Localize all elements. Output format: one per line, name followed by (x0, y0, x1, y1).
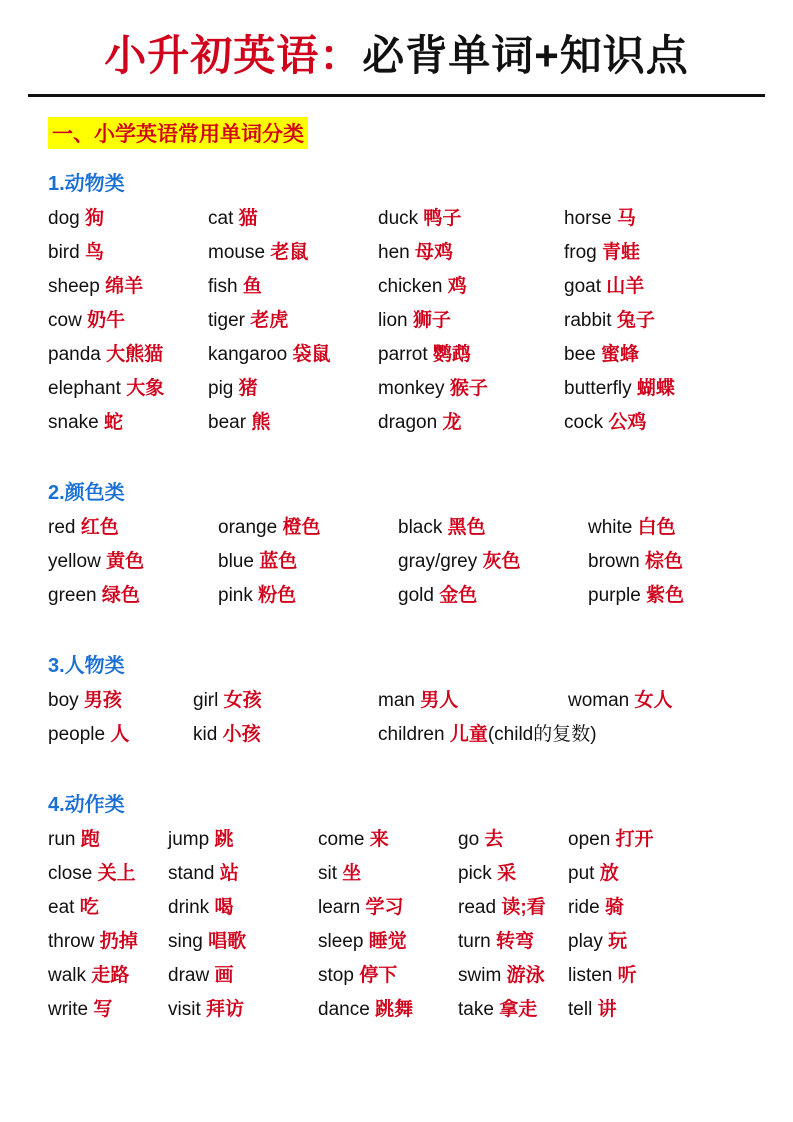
word-entry (48, 823, 168, 857)
word-chinese: 鹦鹉 (432, 344, 471, 366)
word-entry (318, 891, 458, 925)
word-chinese: 黑色 (447, 517, 486, 539)
word-entry (168, 959, 318, 993)
word-chinese: 采 (497, 863, 517, 885)
group-spacer (20, 762, 773, 776)
word-chinese: 紫色 (646, 585, 685, 607)
word-entry (458, 823, 568, 857)
word-chinese: 老虎 (250, 310, 289, 332)
word-groups (20, 167, 773, 1027)
word-chinese: 站 (219, 863, 239, 885)
word-english: walk (48, 965, 87, 987)
word-english: pig (208, 378, 234, 400)
word-chinese: 放 (599, 863, 619, 885)
word-chinese: 玩 (608, 931, 628, 953)
word-entry (398, 511, 588, 545)
word-chinese: 画 (214, 965, 234, 987)
word-chinese: 大熊猫 (106, 344, 164, 366)
word-english: hen (378, 242, 410, 264)
word-english: cow (48, 310, 82, 332)
word-entry (218, 579, 398, 613)
word-chinese: 公鸡 (608, 412, 647, 434)
word-entry (48, 993, 168, 1027)
word-english: put (568, 863, 595, 885)
word-entry (588, 545, 748, 579)
word-entry (48, 925, 168, 959)
word-english: sit (318, 863, 337, 885)
word-english: play (568, 931, 603, 953)
word-english: gray/grey (398, 551, 478, 573)
word-entry (318, 993, 458, 1027)
word-english: horse (564, 208, 612, 230)
word-entry (48, 372, 208, 406)
word-entry (48, 304, 208, 338)
word-row (48, 823, 773, 857)
word-entry (568, 718, 728, 752)
word-entry (48, 236, 208, 270)
word-group-animals (20, 202, 773, 440)
word-row (48, 579, 773, 613)
word-english: go (458, 829, 480, 851)
word-english: stop (318, 965, 354, 987)
word-english: sing (168, 931, 203, 953)
word-chinese: 关上 (97, 863, 136, 885)
word-entry (48, 406, 208, 440)
word-english: pick (458, 863, 492, 885)
group-subheading-actions: 4.动作类 (48, 794, 125, 817)
word-entry (564, 270, 724, 304)
word-chinese: 狮子 (412, 310, 451, 332)
word-chinese: 读;看 (501, 897, 546, 919)
word-english: monkey (378, 378, 445, 400)
word-chinese: 走路 (91, 965, 130, 987)
word-english: read (458, 897, 497, 919)
word-chinese: 跳舞 (375, 999, 414, 1021)
word-entry (378, 202, 564, 236)
word-english: jump (168, 829, 210, 851)
word-chinese: 兔子 (616, 310, 655, 332)
word-chinese: 白色 (637, 517, 676, 539)
word-chinese: 金色 (439, 585, 478, 607)
word-english: ride (568, 897, 600, 919)
word-entry (168, 857, 318, 891)
word-english: eat (48, 897, 75, 919)
word-english: cat (208, 208, 234, 230)
word-row (48, 925, 773, 959)
word-chinese: 袋鼠 (292, 344, 331, 366)
word-english: tiger (208, 310, 245, 332)
word-english: close (48, 863, 93, 885)
word-entry (168, 925, 318, 959)
word-entry (398, 545, 588, 579)
word-entry (588, 511, 748, 545)
word-entry (458, 891, 568, 925)
word-english: goat (564, 276, 601, 298)
word-row (48, 372, 773, 406)
word-english: throw (48, 931, 95, 953)
word-english: orange (218, 517, 278, 539)
word-entry (208, 406, 378, 440)
word-english: come (318, 829, 365, 851)
word-entry (208, 202, 378, 236)
word-english: brown (588, 551, 640, 573)
title-divider (28, 94, 765, 97)
word-english: kangaroo (208, 344, 288, 366)
word-english: white (588, 517, 633, 539)
word-chinese: 拿走 (499, 999, 538, 1021)
word-english: run (48, 829, 76, 851)
word-english: boy (48, 690, 79, 712)
word-english: dragon (378, 412, 438, 434)
word-group-colors (20, 511, 773, 613)
word-english: tell (568, 999, 593, 1021)
word-chinese: 山羊 (606, 276, 645, 298)
word-entry (193, 718, 378, 752)
word-chinese: 讲 (597, 999, 617, 1021)
word-english: butterfly (564, 378, 632, 400)
word-entry (564, 304, 724, 338)
word-chinese: 熊 (251, 412, 271, 434)
word-chinese: 女孩 (223, 690, 262, 712)
word-chinese: 绵羊 (105, 276, 144, 298)
word-chinese: 绿色 (101, 585, 140, 607)
word-entry (208, 270, 378, 304)
word-english: visit (168, 999, 201, 1021)
word-english: elephant (48, 378, 121, 400)
word-english: dog (48, 208, 80, 230)
word-row (48, 684, 773, 718)
word-entry (564, 406, 724, 440)
word-chinese: 男孩 (83, 690, 122, 712)
word-chinese: 蛇 (103, 412, 123, 434)
word-entry (218, 545, 398, 579)
word-chinese: 儿童 (449, 724, 488, 746)
word-chinese: 来 (369, 829, 389, 851)
word-chinese: 喝 (214, 897, 234, 919)
word-chinese: 跑 (80, 829, 100, 851)
word-english: children (378, 724, 445, 746)
word-english: chicken (378, 276, 443, 298)
word-entry (568, 925, 688, 959)
word-chinese: 游泳 (506, 965, 545, 987)
word-chinese: 唱歌 (208, 931, 247, 953)
word-chinese: 红色 (80, 517, 119, 539)
word-chinese: 大象 (126, 378, 165, 400)
word-entry (48, 684, 193, 718)
word-entry (378, 304, 564, 338)
word-english: kid (193, 724, 218, 746)
word-english: frog (564, 242, 597, 264)
word-chinese: 橙色 (282, 517, 321, 539)
word-entry (168, 993, 318, 1027)
word-chinese: 棕色 (645, 551, 684, 573)
word-row (48, 511, 773, 545)
word-chinese: 蓝色 (259, 551, 298, 573)
word-english: bee (564, 344, 596, 366)
group-subheading-colors: 2.颜色类 (48, 482, 125, 505)
page-title (20, 28, 773, 94)
word-entry (48, 579, 218, 613)
word-chinese: 鸭子 (423, 208, 462, 230)
word-english: cock (564, 412, 604, 434)
word-row (48, 891, 773, 925)
word-chinese: 老鼠 (270, 242, 309, 264)
word-entry (564, 202, 724, 236)
word-english: write (48, 999, 89, 1021)
word-row (48, 857, 773, 891)
word-entry (564, 338, 724, 372)
word-english: fish (208, 276, 238, 298)
word-chinese: 骑 (604, 897, 624, 919)
word-chinese: 女人 (634, 690, 673, 712)
word-chinese: 坐 (342, 863, 362, 885)
word-entry (48, 545, 218, 579)
word-entry (218, 511, 398, 545)
page-title-black: 必背单词+知识点 (362, 32, 689, 79)
word-english: yellow (48, 551, 101, 573)
word-entry (318, 823, 458, 857)
word-entry (588, 579, 748, 613)
word-entry (208, 236, 378, 270)
word-entry (168, 823, 318, 857)
word-entry (458, 925, 568, 959)
word-english: duck (378, 208, 419, 230)
word-entry (378, 684, 568, 718)
word-chinese: 灰色 (482, 551, 521, 573)
word-chinese: 母鸡 (414, 242, 453, 264)
word-chinese: 吃 (79, 897, 99, 919)
word-entry (208, 338, 378, 372)
word-chinese: 转弯 (496, 931, 535, 953)
word-chinese: 睡觉 (368, 931, 407, 953)
section-heading: 一、小学英语常用单词分类 (48, 117, 308, 149)
word-english: stand (168, 863, 215, 885)
word-english: sheep (48, 276, 100, 298)
word-english: draw (168, 965, 210, 987)
word-entry (318, 925, 458, 959)
word-english: parrot (378, 344, 428, 366)
word-row (48, 406, 773, 440)
word-row (48, 236, 773, 270)
word-entry (564, 372, 724, 406)
word-entry (378, 338, 564, 372)
word-chinese: 鱼 (242, 276, 262, 298)
word-chinese: 打开 (615, 829, 654, 851)
word-row (48, 959, 773, 993)
word-chinese: 蝴蝶 (636, 378, 675, 400)
word-english: girl (193, 690, 219, 712)
word-chinese: 奶牛 (87, 310, 126, 332)
word-chinese: 男人 (420, 690, 459, 712)
word-note: (child的复数) (487, 724, 597, 746)
word-entry (208, 372, 378, 406)
word-english: mouse (208, 242, 266, 264)
word-chinese: 青蛙 (602, 242, 641, 264)
word-english: sleep (318, 931, 364, 953)
group-spacer (20, 450, 773, 464)
word-entry (568, 857, 688, 891)
word-chinese: 粉色 (258, 585, 297, 607)
word-chinese: 小孩 (222, 724, 261, 746)
word-entry (568, 684, 728, 718)
word-entry (208, 304, 378, 338)
word-chinese: 猴子 (449, 378, 488, 400)
word-entry (48, 511, 218, 545)
word-english: listen (568, 965, 613, 987)
word-chinese: 龙 (442, 412, 462, 434)
word-chinese: 人 (110, 724, 130, 746)
word-chinese: 拜访 (206, 999, 245, 1021)
word-entry (48, 891, 168, 925)
word-english: purple (588, 585, 641, 607)
word-entry (458, 959, 568, 993)
word-chinese: 蜜蜂 (600, 344, 639, 366)
group-spacer (20, 623, 773, 637)
word-row (48, 545, 773, 579)
word-english: blue (218, 551, 254, 573)
word-chinese: 写 (93, 999, 113, 1021)
word-chinese: 跳 (214, 829, 234, 851)
word-entry (48, 202, 208, 236)
word-chinese: 黄色 (106, 551, 145, 573)
word-entry (568, 823, 688, 857)
word-entry (378, 236, 564, 270)
word-chinese: 学习 (365, 897, 404, 919)
word-chinese: 马 (616, 208, 636, 230)
word-entry (48, 959, 168, 993)
word-chinese: 猫 (238, 208, 258, 230)
word-row (48, 338, 773, 372)
word-english: people (48, 724, 106, 746)
word-entry (378, 406, 564, 440)
word-english: gold (398, 585, 434, 607)
word-chinese: 听 (617, 965, 637, 987)
word-row (48, 993, 773, 1027)
group-subheading-people: 3.人物类 (48, 655, 125, 678)
word-english: dance (318, 999, 370, 1021)
word-entry (458, 857, 568, 891)
word-english: open (568, 829, 611, 851)
group-subheading-animals: 1.动物类 (48, 173, 125, 196)
word-english: swim (458, 965, 502, 987)
page-title-red: 小升初英语： (104, 32, 363, 79)
word-row (48, 304, 773, 338)
word-row (48, 202, 773, 236)
word-group-people (20, 684, 773, 752)
word-chinese: 鸡 (447, 276, 467, 298)
word-english: learn (318, 897, 361, 919)
word-entry (568, 959, 688, 993)
word-entry (398, 579, 588, 613)
word-english: green (48, 585, 97, 607)
word-english: black (398, 517, 443, 539)
word-english: lion (378, 310, 408, 332)
word-chinese: 狗 (84, 208, 104, 230)
word-chinese: 去 (484, 829, 504, 851)
word-entry (568, 891, 688, 925)
word-english: bear (208, 412, 247, 434)
word-entry (48, 857, 168, 891)
word-chinese: 猪 (238, 378, 258, 400)
word-group-actions (20, 823, 773, 1027)
word-entry (168, 891, 318, 925)
word-entry (48, 718, 193, 752)
word-english: bird (48, 242, 80, 264)
word-row (48, 270, 773, 304)
word-chinese: 扔掉 (99, 931, 138, 953)
word-english: drink (168, 897, 210, 919)
word-english: snake (48, 412, 99, 434)
word-entry (318, 959, 458, 993)
word-entry (48, 338, 208, 372)
word-english: man (378, 690, 415, 712)
word-entry (378, 718, 597, 752)
word-chinese: 鸟 (84, 242, 104, 264)
word-english: pink (218, 585, 253, 607)
word-english: turn (458, 931, 491, 953)
word-entry (193, 684, 378, 718)
word-english: panda (48, 344, 101, 366)
word-entry (458, 993, 568, 1027)
word-entry (378, 270, 564, 304)
word-entry (568, 993, 688, 1027)
word-entry (48, 270, 208, 304)
word-entry (378, 372, 564, 406)
word-english: rabbit (564, 310, 612, 332)
word-chinese: 停下 (359, 965, 398, 987)
word-english: red (48, 517, 76, 539)
word-entry (318, 857, 458, 891)
word-english: woman (568, 690, 630, 712)
word-english: take (458, 999, 494, 1021)
word-entry (564, 236, 724, 270)
word-row (48, 718, 773, 752)
